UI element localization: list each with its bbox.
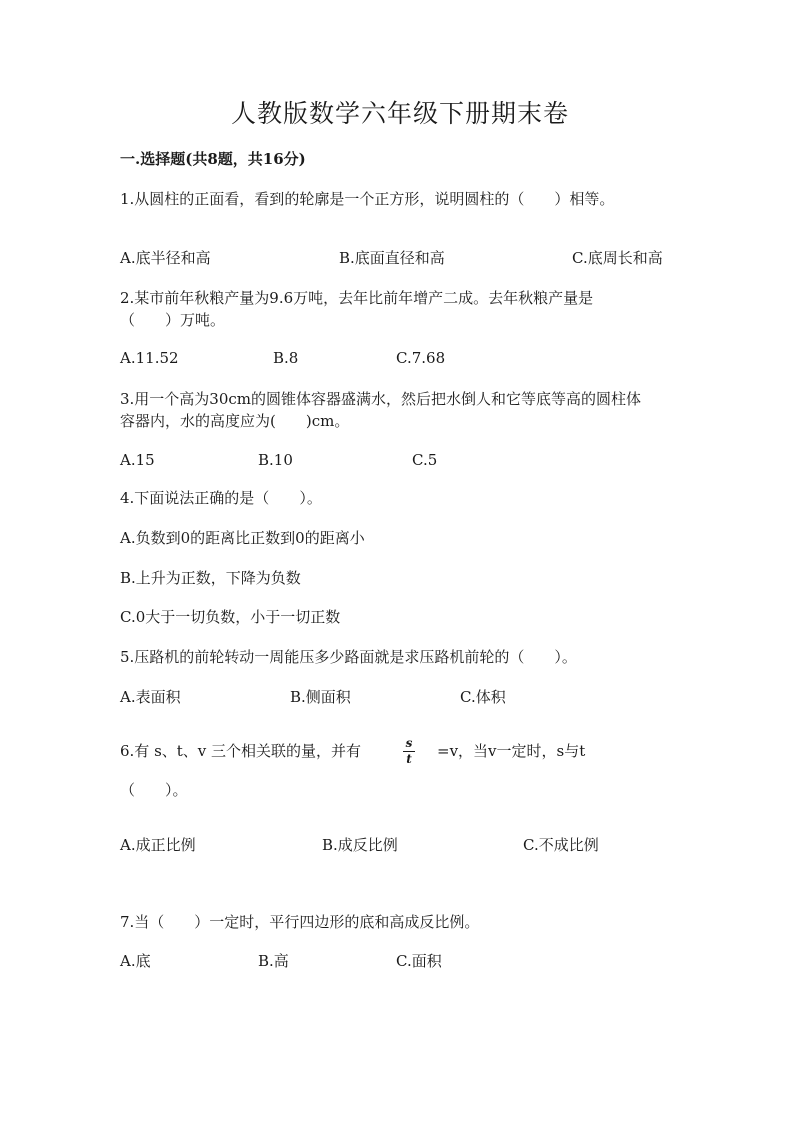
question-7-option-c: C.面积 (396, 952, 442, 970)
question-4-option-a: A.负数到0的距离比正数到0的距离小 (120, 529, 365, 547)
fraction-denominator: t (406, 752, 412, 766)
question-7-option-a: A.底 (120, 952, 151, 970)
section-heading: 一.选择题(共8题，共16分) (120, 150, 306, 168)
question-2-text-line-2: （ ）万吨。 (120, 311, 226, 329)
question-1-text: 1.从圆柱的正面看，看到的轮廓是一个正方形，说明圆柱的（ ）相等。 (120, 190, 615, 208)
question-6-option-c: C.不成比例 (523, 836, 599, 854)
question-6-option-a: A.成正比例 (120, 836, 196, 854)
question-7-option-b: B.高 (258, 952, 289, 970)
question-5-option-b: B.侧面积 (290, 688, 351, 706)
question-2-text-line-1: 2.某市前年秋粮产量为9.6万吨，去年比前年增产二成。去年秋粮产量是 (120, 289, 594, 307)
question-4-option-c: C.0大于一切负数，小于一切正数 (120, 608, 341, 626)
question-2-option-b: B.8 (273, 349, 299, 367)
question-2-option-c: C.7.68 (396, 349, 446, 367)
question-3-option-a: A.15 (120, 451, 155, 469)
question-3-text-line-1: 3.用一个高为30cm的圆锥体容器盛满水，然后把水倒人和它等底等高的圆柱体 (120, 390, 642, 408)
question-7-text: 7.当（ ）一定时，平行四边形的底和高成反比例。 (120, 913, 480, 931)
question-6-text-before: 6.有 s、t、v 三个相关联的量，并有 (120, 742, 362, 760)
question-6-text-line-2: （ ）。 (120, 781, 188, 799)
question-5-text: 5.压路机的前轮转动一周能压多少路面就是求压路机前轮的（ ）。 (120, 648, 577, 666)
question-4-text: 4.下面说法正确的是（ ）。 (120, 489, 322, 507)
question-1-option-c: C.底周长和高 (572, 249, 663, 267)
question-3-option-c: C.5 (412, 451, 438, 469)
question-6-option-b: B.成反比例 (322, 836, 398, 854)
question-6-text-after: =v，当v一定时，s与t (437, 742, 586, 760)
question-2-option-a: A.11.52 (120, 349, 179, 367)
question-1-option-a: A.底半径和高 (120, 249, 211, 267)
fraction-s-over-t (401, 737, 417, 766)
question-5-option-a: A.表面积 (120, 688, 181, 706)
fraction-numerator: s (405, 736, 413, 750)
question-3-option-b: B.10 (258, 451, 293, 469)
question-3-text-line-2: 容器内，水的高度应为( )cm。 (120, 412, 350, 430)
question-1-option-b: B.底面直径和高 (339, 249, 445, 267)
page-title: 人教版数学六年级下册期末卷 (230, 99, 569, 128)
question-4-option-b: B.上升为正数，下降为负数 (120, 569, 301, 587)
question-5-option-c: C.体积 (460, 688, 506, 706)
